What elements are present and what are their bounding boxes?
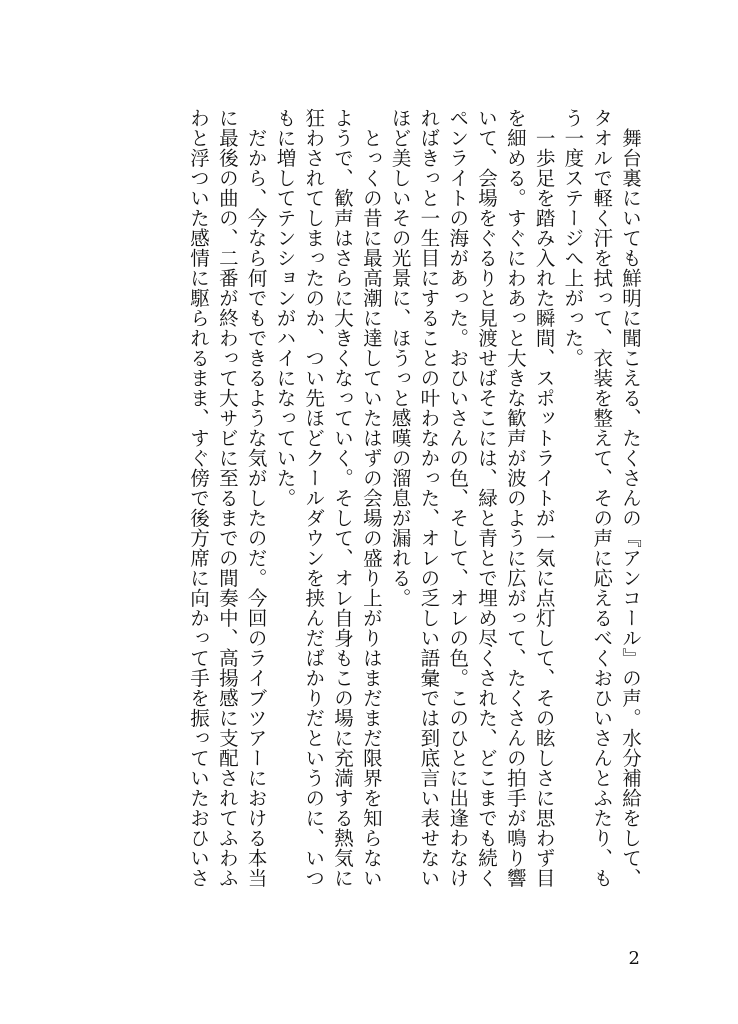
text-line: いて、会場をぐるりと見渡せばそこには、緑と青とで埋め尽くされた、どこまでも続く [475,108,499,888]
text-line: 一歩足を踏み入れた瞬間、スポットライトが一気に点灯して、その眩しさに思わず目 [532,108,556,888]
text-line: ペンライトの海があった。おひいさんの色、そして、オレの色。このひとに出逢わなけ [446,108,470,888]
text-line: わと浮ついた感情に駆られるまま、すぐ傍で後方席に向かって手を振っていたおひいさ [187,108,211,888]
page-number: 2 [628,948,640,969]
text-line: ほど美しいその光景に、ほうっと感嘆の溜息が漏れる。 [388,108,412,608]
text-line: タオルで軽く汗を拭って、衣装を整えて、その声に応えるべくおひいさんとふたり、も [590,108,614,888]
text-line: に最後の曲の、二番が終わって大サビに至るまでの間奏中、高揚感に支配されてふわふ [215,108,239,888]
text-line: だから、今なら何でもできるような気がしたのだ。今回のライブツアーにおける本当 [244,108,268,888]
text-line: もに増してテンションがハイになっていた。 [273,108,297,508]
vertical-text-body [186,108,642,938]
text-line: う一度ステージへ上がった。 [561,108,585,368]
text-line: 狂わされてしまったのか、つい先ほどクールダウンを挟んだばかりだというのに、いつ [302,108,326,888]
text-line: とっくの昔に最高潮に達していたはずの会場の盛り上がりはまだまだ限界を知らない [359,108,383,888]
text-line: を細める。すぐにわあっと大きな歓声が波のように広がって、たくさんの拍手が鳴り響 [503,108,527,888]
text-line: ればきっと一生目にすることの叶わなかった、オレの乏しい語彙では到底言い表せない [417,108,441,888]
text-line: 舞台裏にいても鮮明に聞こえる、たくさんの『アンコール』の声。水分補給をして、 [619,108,642,888]
text-line: ようで、歓声はさらに大きくなっていく。そして、オレ自身もこの場に充満する熱気に [331,108,355,888]
